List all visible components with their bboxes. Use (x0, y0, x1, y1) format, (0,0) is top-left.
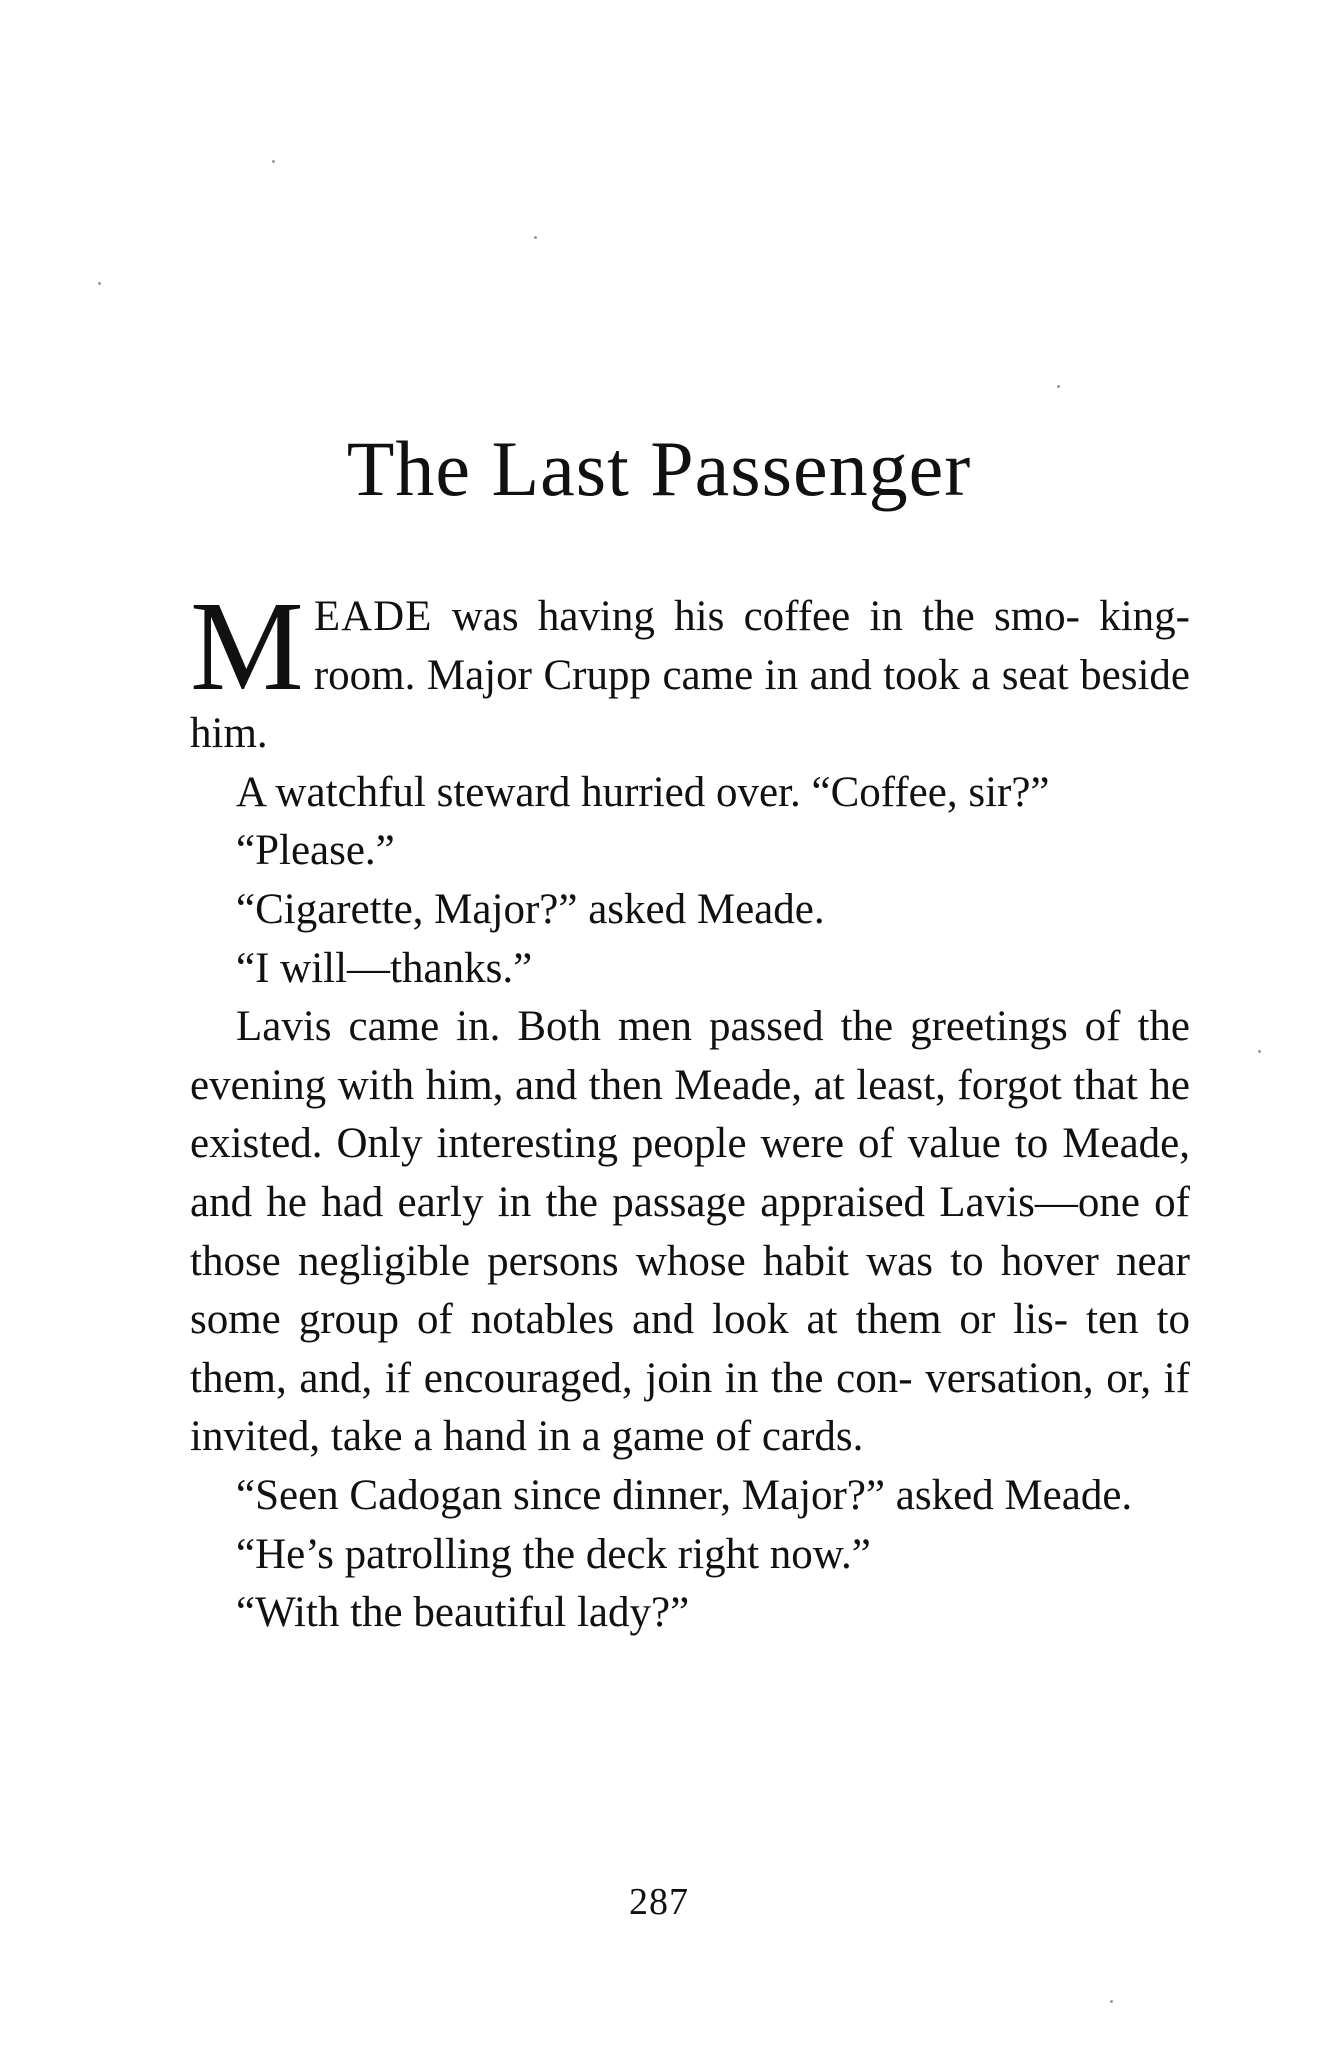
paragraph: “He’s patrolling the deck right now.” (236, 1530, 871, 1578)
paragraph: “With the beautiful lady?” (236, 1589, 690, 1637)
paper-speck (1110, 2000, 1113, 2003)
paper-speck (534, 236, 537, 239)
paragraph: A watchful steward hurried over. “Coffee, sir?” (236, 768, 1050, 816)
chapter-body (190, 575, 1190, 1643)
paper-speck (1057, 385, 1060, 388)
page-number: 287 (629, 1881, 689, 1923)
paper-speck (98, 282, 101, 285)
paragraph: Lavis came in. Both men passed the greetings of the evening with him, and then Meade, at least, forgot that he existed. Only interesting people were of value to Meade, and he had early in the passage appraised Lavis—one of those negligible persons whose habit was to hover near some group of notables and look at them or lis- ten to them, and, if encouraged, join in the con- versation, or, if invited, take a hand in a game of cards. (190, 1003, 1190, 1461)
chapter-title: The Last Passenger (346, 425, 972, 512)
paragraph: “I will—thanks.” (236, 944, 533, 992)
paper-speck (272, 160, 275, 163)
paragraph: “Seen Cadogan since dinner, Major?” asked Meade. (236, 1471, 1133, 1519)
paper-speck (1258, 1050, 1261, 1053)
opening-word-rest: EADE (313, 593, 433, 640)
opening-paragraph (190, 575, 1190, 764)
drop-cap: M (190, 575, 304, 717)
opening-text: was having his coffee in the smo- king-room. Major Crupp came in and took a seat beside him. (190, 593, 1190, 758)
paragraph: “Cigarette, Major?” asked Meade. (236, 885, 825, 933)
paragraph: “Please.” (236, 827, 395, 875)
